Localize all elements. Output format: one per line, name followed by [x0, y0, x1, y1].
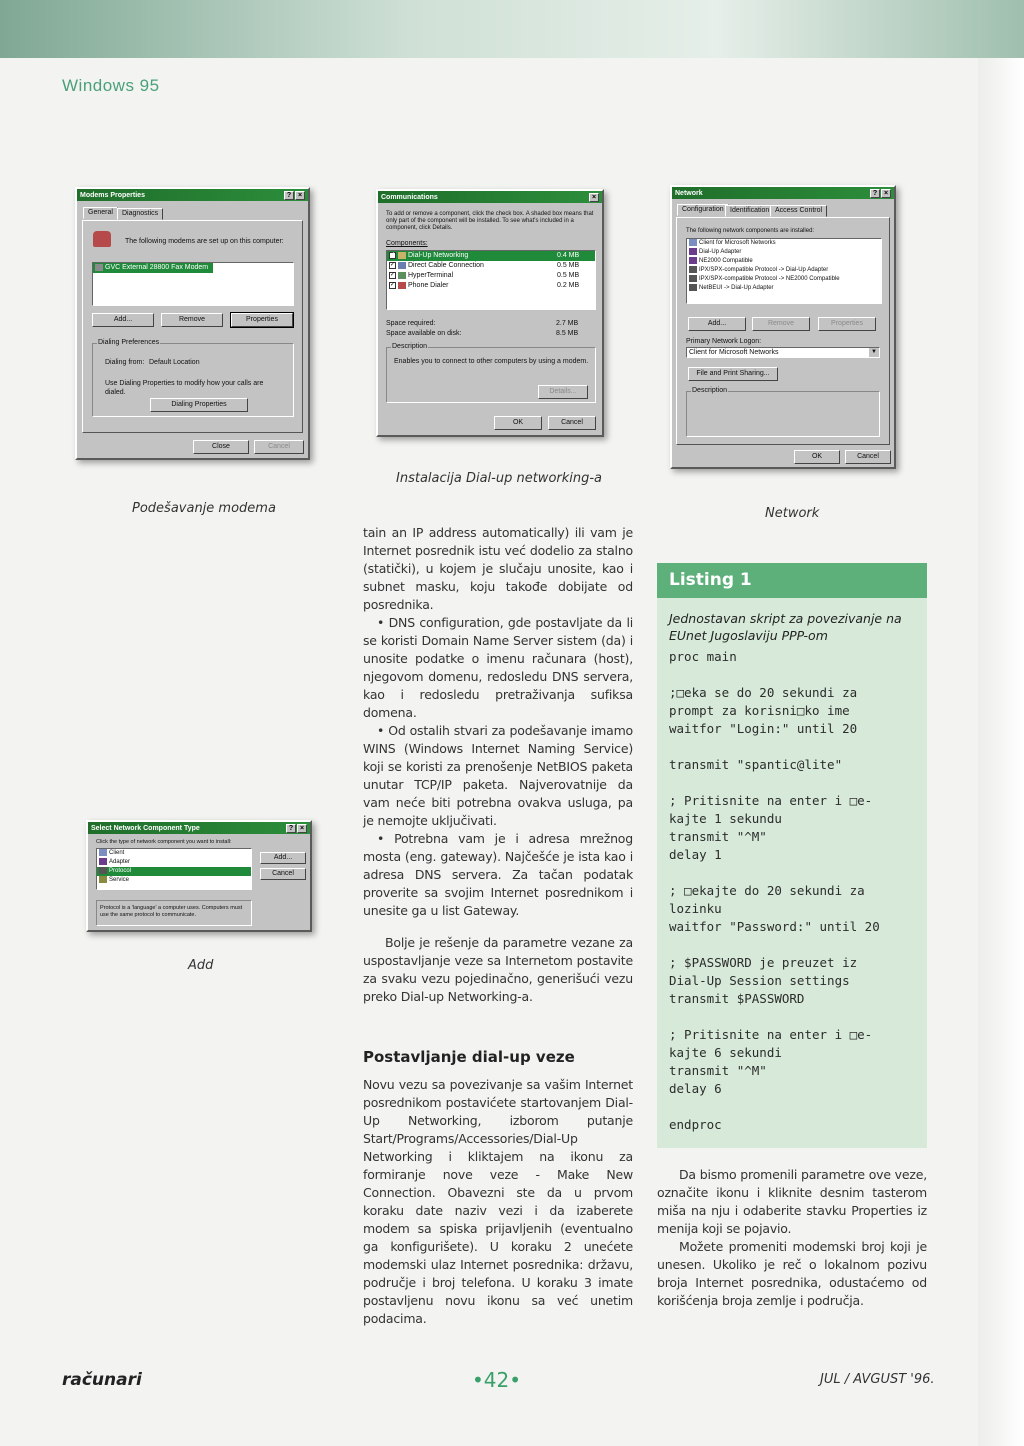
component-type-item[interactable]: Protocol	[97, 867, 251, 876]
properties-button[interactable]: Properties	[818, 317, 876, 331]
help-button[interactable]: ?	[284, 191, 294, 200]
component-type-list[interactable]	[96, 848, 252, 890]
component-type-item[interactable]: Client	[97, 849, 251, 858]
protocol-icon	[99, 867, 107, 874]
phone-icon	[93, 231, 111, 247]
communications-info: To add or remove a component, click the check box. A shaded box means that only part of the component will be installed. To see what's included in a component, click Details.	[386, 211, 594, 231]
magazine-name: računari	[62, 1370, 142, 1390]
right-paragraph: Da bismo promenili parametre ove veze, označite ikonu i kliknite desnim tasterom miša na nju i odaberite stavku Properties iz menija koji se pojavio.	[657, 1167, 927, 1236]
chevron-down-icon[interactable]: ▼	[869, 348, 879, 357]
select-component-dialog	[86, 820, 312, 932]
communications-title: Communications	[381, 193, 438, 201]
client-icon	[99, 849, 107, 856]
adapter-icon	[99, 858, 107, 865]
protocol-icon	[689, 284, 697, 291]
dialing-info: Use Dialing Properties to modify how your calls are dialed.	[105, 380, 264, 396]
network-component-item[interactable]: Client for Microsoft Networks	[687, 239, 881, 248]
dialing-preferences-label: Dialing Preferences	[98, 339, 160, 346]
cancel-button[interactable]: Cancel	[548, 416, 596, 430]
dialing-from-value: Default Location	[149, 359, 200, 366]
network-titlebar	[672, 187, 894, 199]
add-button[interactable]: Add...	[260, 852, 306, 864]
adapter-icon	[689, 257, 697, 264]
space-required-value: 2.7 MB	[556, 320, 579, 327]
network-title: Network	[675, 189, 703, 197]
communications-dialog	[376, 189, 604, 437]
close-icon[interactable]: ×	[297, 824, 307, 833]
cancel-button[interactable]: Cancel	[845, 450, 891, 464]
select-component-title: Select Network Component Type	[91, 824, 200, 832]
listing-title: Listing 1	[657, 563, 927, 598]
remove-button[interactable]: Remove	[752, 317, 810, 331]
add-button[interactable]: Add...	[92, 313, 154, 327]
ok-button[interactable]: OK	[794, 450, 840, 464]
network-description-label: Description	[692, 387, 728, 394]
right-column	[657, 1166, 927, 1310]
network-info: The following network components are installed:	[686, 228, 815, 234]
component-item[interactable]: ✓ Direct Cable Connection 0.5 MB	[390, 261, 580, 269]
network-component-item[interactable]: Dial-Up Adapter	[687, 248, 881, 257]
adapter-icon	[689, 248, 697, 255]
checkbox[interactable]: ✓	[390, 251, 396, 258]
component-item[interactable]: ✓ Dial-Up Networking 0.4 MB	[387, 251, 595, 261]
caption-modem: Podešavanje modema	[132, 501, 276, 516]
page-number: •42•	[472, 1368, 522, 1392]
close-icon[interactable]: ×	[295, 191, 305, 200]
network-component-item[interactable]: IPX/SPX-compatible Protocol -> Dial-Up Adapter	[687, 266, 881, 275]
details-button[interactable]: Details...	[538, 385, 588, 399]
tab-identification[interactable]: Identification	[725, 205, 774, 217]
phone-icon	[398, 282, 406, 289]
modems-properties-dialog	[75, 187, 310, 460]
article-paragraph: tain an IP address automatically) ili vam je Internet posrednik istu već dodelio za stalno (statički), u kojem je slučaju unosite, kao i subnet masku, koju takođe dobijate od posrednika.	[363, 525, 633, 612]
logon-select[interactable]	[686, 347, 880, 358]
protocol-icon	[689, 266, 697, 273]
network-dialog	[670, 185, 896, 469]
help-button[interactable]: ?	[870, 189, 880, 198]
article-paragraph: Bolje je rešenje da parametre vezane za uspostavljanje veze sa Internetom postavite za svaku vezu pojedinačno, generišući vezu preko Dial-up Networking-a.	[363, 935, 633, 1004]
caption-comm: Instalacija Dial-up networking-a	[396, 471, 603, 486]
modem-icon	[95, 264, 103, 271]
close-icon[interactable]: ×	[589, 193, 599, 202]
network-components-list[interactable]	[686, 238, 882, 304]
modems-info: The following modems are set up on this computer:	[125, 238, 284, 245]
section-header: Windows 95	[62, 76, 160, 95]
dialing-from-label: Dialing from:	[105, 359, 145, 366]
tab-access-control[interactable]: Access Control	[770, 205, 827, 217]
page-edge	[978, 58, 1024, 1446]
cancel-button[interactable]: Cancel	[254, 440, 304, 454]
modems-titlebar	[77, 189, 308, 201]
terminal-icon	[398, 272, 406, 279]
network-icon	[398, 252, 406, 259]
network-component-item[interactable]: NetBEUI -> Dial-Up Adapter	[687, 284, 881, 293]
article-paragraph: • Potrebna vam je i adresa mrežnog mosta (eng. gateway). Najčešće je ista kao i adresa DNS servera. Za tačan podatak proverite sa svojim Internet posrednikom i unesite ga u list Gateway.	[363, 831, 633, 918]
tab-configuration[interactable]: Configuration	[677, 204, 729, 216]
network-description-group	[686, 387, 880, 437]
checkbox[interactable]: ✓	[390, 281, 396, 288]
description-text: Enables you to connect to other computers by using a modem.	[394, 358, 589, 365]
top-color-band	[0, 0, 1024, 58]
cable-icon	[398, 262, 406, 269]
space-available-label: Space available on disk:	[386, 330, 462, 337]
select-info: Click the type of network component you want to install:	[96, 839, 232, 845]
article-paragraph: • Od ostalih stvari za podešavanje imamo WINS (Windows Internet Naming Service) koji se koristi za prenošenje NetBIOS paketa unutar TCP/IP paketa. Najverovatnije da vam neće biti potrebna ovakva usluga, pa je nemojte uključivati.	[363, 723, 633, 828]
component-type-item[interactable]: Adapter	[97, 858, 251, 867]
caption-network: Network	[765, 506, 820, 521]
listing-code: proc main ;□eka se do 20 sekundi za prompt za korisni□ko ime waitfor "Login:" until 20 transmit "spantic@lite" ; Pritisnite na enter i □e- kajte 1 sekundu transmit "^M" delay 1 ; □ekajte do 20 sekundi za lozinku waitfor "Password:" until 20 ; $PASSWORD je preuzet iz Dial-Up Session settings transmit $PASSWORD ; Pritisnite na enter i □e- kajte 6 sekundi transmit "^M" delay 6 endproc	[669, 649, 880, 1132]
right-paragraph: Možete promeniti modemski broj koji je unesen. Ukoliko je reč o lokalnom pozivu broja Internet posrednika, odustaćemo od korišćenja broja zemlje i područja.	[657, 1239, 927, 1308]
article-column-middle	[363, 934, 633, 1006]
checkbox[interactable]: ✓	[390, 271, 396, 278]
logon-label: Primary Network Logon:	[686, 338, 762, 345]
remove-button[interactable]: Remove	[161, 313, 223, 327]
select-component-titlebar	[88, 822, 310, 834]
listing-subtitle: Jednostavan skript za povezivanje na EUnet Jugoslaviju PPP-om	[669, 611, 902, 643]
checkbox[interactable]: ✓	[390, 261, 396, 268]
modem-list[interactable]	[92, 262, 294, 306]
file-print-sharing-button[interactable]: File and Print Sharing...	[688, 367, 778, 381]
add-button[interactable]: Add...	[688, 317, 746, 331]
ok-button[interactable]: OK	[494, 416, 542, 430]
space-available-value: 8.5 MB	[556, 330, 579, 337]
article-subhead: Postavljanje dial-up veze	[363, 1048, 575, 1066]
client-icon	[689, 239, 697, 246]
issue-date: JUL / AVGUST '96.	[820, 1372, 935, 1387]
article-paragraph: Novu vezu sa povezivanje sa vašim Internet posrednikom postavićete startovanjem Dial-Up Networking, izborom putanje Start/Programs/Accessories/Dial-Up Networking i kliktajem na ikonu za formiranje nove veze - Make New Connection. Obavezni ste da u prvom koraku date naziv vezi i da izaberete modem sa spiska prijavljenih (eventualno ga konfigurišete). U koraku 2 unećete modemski ulaz Internet posrednika: državu, područje i broj telefona. U koraku 3 imate postavljenu novu ikonu sa već unetim podacima.	[363, 1077, 633, 1326]
select-description: Protocol is a 'language' a computer uses. Computers must use the same protocol to communicate.	[100, 905, 243, 918]
description-label: Description	[392, 343, 428, 350]
space-required-label: Space required:	[386, 320, 436, 327]
caption-add: Add	[188, 958, 214, 973]
components-label: Components:	[386, 240, 428, 247]
dialing-properties-button[interactable]: Dialing Properties	[150, 398, 248, 412]
modem-item[interactable]: GVC External 28800 Fax Modem	[93, 263, 213, 273]
article-column-bottom	[363, 1076, 633, 1328]
tab-general[interactable]: General	[83, 207, 118, 219]
network-component-item[interactable]: NE2000 Compatible	[687, 257, 881, 266]
tab-diagnostics[interactable]: Diagnostics	[117, 208, 163, 220]
cancel-button[interactable]: Cancel	[260, 868, 306, 880]
component-type-item[interactable]: Service	[97, 876, 251, 885]
network-component-item[interactable]: IPX/SPX-compatible Protocol -> NE2000 Compatible	[687, 275, 881, 284]
component-item[interactable]: ✓ HyperTerminal 0.5 MB	[390, 271, 580, 279]
component-item[interactable]: ✓ Phone Dialer 0.2 MB	[390, 281, 580, 289]
close-button[interactable]: Close	[193, 440, 249, 454]
close-icon[interactable]: ×	[881, 189, 891, 198]
article-column-top	[363, 524, 633, 920]
logon-value: Client for Microsoft Networks	[689, 349, 779, 356]
help-button[interactable]: ?	[286, 824, 296, 833]
article-paragraph: • DNS configuration, gde postavljate da li se koristi Domain Name Server sistem (da) i unosite podatke o imenu računara (host), njegovom domenu, redosledu DNS servera, kao i redosledu pretraživanja sufiksa domena.	[363, 615, 633, 720]
service-icon	[99, 876, 107, 883]
protocol-icon	[689, 275, 697, 282]
modems-title: Modems Properties	[80, 191, 145, 199]
components-list[interactable]	[386, 250, 596, 310]
listing-box	[657, 563, 927, 1148]
communications-titlebar	[378, 191, 602, 203]
properties-button[interactable]: Properties	[231, 313, 293, 327]
